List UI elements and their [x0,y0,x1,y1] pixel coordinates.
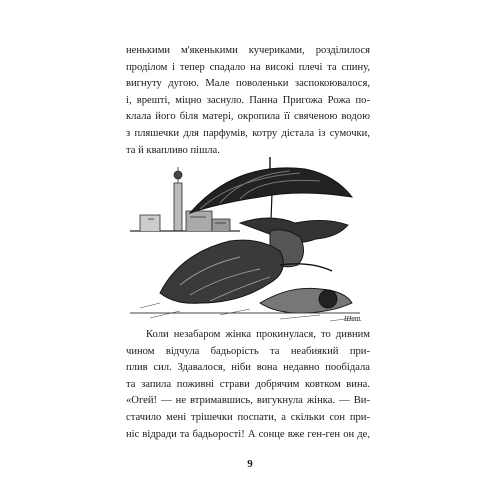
text-line: клала його біля матері, окропила її свяченою водою [126,111,370,123]
text-line: плив сил. Здавалося, ніби вона недавно пообідала [126,362,370,374]
text-line: та й квапливо пішла. [126,144,220,156]
text-line: ненькими м'якенькими кучериками, розділилося [126,45,370,56]
sketch-woman-with-umbrella-icon [120,153,370,325]
text-line: чином відчула бадьорість та неабиякий при- [126,345,370,357]
text-line: «Огей! — не втримавшись, вигукнула жінка. — Ви- [126,395,370,407]
text-line: вигнуту дугою. Мале поволеньки заспокоювалося, [126,78,370,90]
text-line: стачило мені трішечки поспати, а скільки сон при- [126,411,370,423]
paragraph-top [126,43,370,159]
text-line: з пляшечки для парфумів, котру дістала із сумочки, [126,127,370,139]
page-number: 9 [247,458,253,470]
paragraph-bottom [126,327,370,443]
artist-signature: Шиш. [344,315,362,323]
text-line: Коли незабаром жінка прокинулася, то дивним [146,329,370,340]
text-line: та запила поживні страви добрячим ковтком вина. [126,378,370,390]
text-line: проділом і тепер спадало на високі плечі та спину, [126,61,370,73]
text-line: ніс відради та бадьорості! А сонце вже ген-ген он де, [126,428,370,440]
baby-figure [260,288,352,313]
text-line: і, врешті, міцно заснуло. Панна Пригожа Рожа по- [126,94,370,106]
